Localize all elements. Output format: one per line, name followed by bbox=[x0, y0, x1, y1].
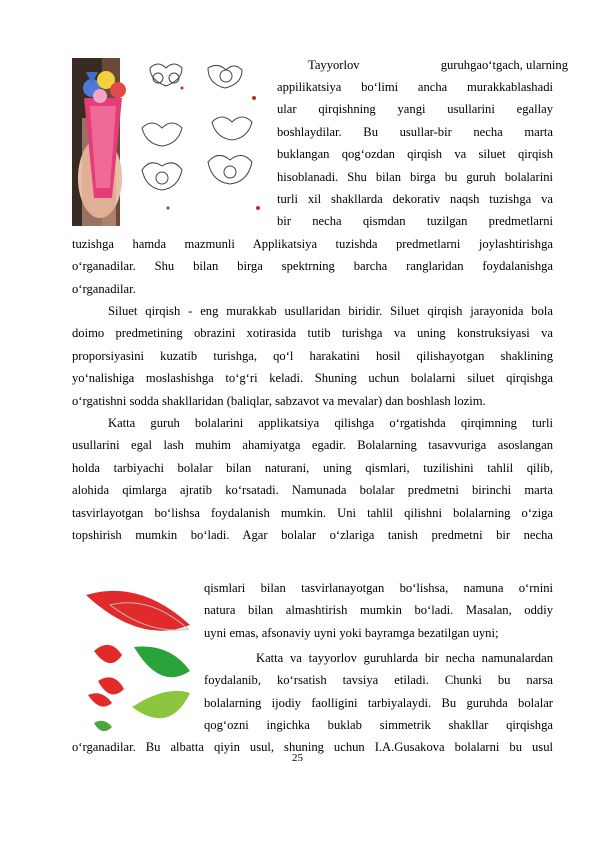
paragraph-1-first-line bbox=[308, 54, 568, 76]
text-line: buklangan qog‘ozdan qirqish va siluet qirqish bbox=[277, 147, 553, 162]
text-line: appilikatsiya bo‘limi ancha murakkablashadi bbox=[277, 80, 553, 94]
text-line: o‘rgatishni sodda shakllaridan (baliqlar, sabzavot va mevalar) dan boshlash lozim. bbox=[72, 393, 486, 408]
text-line: hisoblanadi. Shu bilan birga bu guruh bolalarini bbox=[277, 169, 553, 184]
text-line: tuzishga hamda mazmunli Applikatsiya tuzishda predmetlarni joylashtirishga bbox=[72, 237, 553, 251]
text-line: natura bilan almashtirish mumkin bo‘ladi. Masalan, oddiy bbox=[204, 603, 553, 618]
text-line: o‘rganadilar. Bu albatta qiyin usul, shuning uchun I.A.Gusakova bolalarni bu usul bbox=[72, 740, 553, 754]
paper-leaves-image bbox=[80, 585, 192, 745]
text-line: holda tarbiyachi bolalar bilan naturani, uning qismlari, tuzilishini tahlil qilib, bbox=[72, 460, 553, 475]
text-line: o‘rganadilar. bbox=[72, 281, 136, 296]
text-line: turli xil shakllarda dekorativ naqsh tuzishga va bbox=[277, 192, 553, 207]
paragraph-4-wrap bbox=[204, 647, 553, 737]
paragraph-3 bbox=[72, 412, 553, 546]
text-line: uyni emas, afsonaviy uyni yoki bayramga bezatilgan uyni; bbox=[204, 625, 499, 640]
text-line: alohida qimlarga ajratib ko‘rsatadi. Namunada bolalar predmetni birinchi marta bbox=[72, 483, 553, 498]
text-segment: o‘tgach, ularning bbox=[481, 58, 568, 72]
text-line: ular qirqishning yangi usullarini egallay bbox=[277, 102, 553, 117]
text-line: o‘rganadilar. Shu bilan birga spektrning barcha ranglaridan foydalanishga bbox=[72, 259, 553, 274]
paragraph-1-wrap bbox=[277, 76, 553, 233]
paragraph-1-full bbox=[72, 233, 553, 300]
leaves-illustration bbox=[80, 585, 192, 745]
text-line: qog‘ozni ingichka buklab simmetrik shakllar qirqishga bbox=[204, 718, 553, 733]
text-line: Katta guruh bolalarini applikatsiya qilishga o‘rgatishda qirqimning turli bbox=[108, 416, 553, 430]
paragraph-2 bbox=[72, 300, 553, 412]
text-line: usullarini egal lash muhim ahamiyatga egadir. Bolalarning tasavvuriga asoslangan bbox=[72, 438, 553, 453]
text-segment: Tayyorlov guruhga bbox=[308, 58, 482, 72]
paragraph-3-wrap bbox=[204, 577, 553, 644]
text-line: Siluet qirqish - eng murakkab usullaridan biridir. Siluet qirqish jarayonida bola bbox=[108, 304, 553, 318]
text-line: foydalanib, ko‘rsatish tavsiya etiladi. Chunki bu narsa bbox=[204, 673, 553, 688]
text-line: boshlaydilar. Bu usullar-bir necha marta bbox=[277, 124, 553, 139]
text-line: doimo predmetining obrazini xotirasida tutib turishga va uning konstruksiyasi va bbox=[72, 326, 553, 341]
page-number: 25 bbox=[292, 752, 303, 764]
flowers-illustration bbox=[72, 58, 264, 226]
text-line: bolalarning ijodiy faolligini tarbiyalaydi. Bu guruhda bolalar bbox=[204, 695, 553, 710]
text-line: proporsiyasini kuzatib turishga, qo‘l harakatini hosil qilishayotgan shaklining bbox=[72, 348, 553, 363]
text-line: tasvirlayotgan bo‘lishsa foydalanish mumkin. Uni tahlil qilishni bolalarning o‘ziga bbox=[72, 505, 553, 520]
text-line: yo‘nalishiga moslashishga to‘g‘ri keladi. Shuning uchun bolalarni siluet qirqishga bbox=[72, 371, 553, 386]
text-line: Katta va tayyorlov guruhlarda bir necha namunalardan bbox=[256, 651, 553, 665]
text-line: bir necha qismdan tuzilgan predmetlarni bbox=[277, 214, 553, 229]
paper-flowers-image bbox=[72, 58, 264, 226]
text-line: qismlari bilan tasvirlanayotgan bo‘lishsa, namuna o‘rnini bbox=[204, 581, 553, 595]
text-line: topshirish mumkin bo‘ladi. Agar bolalar o‘zlariga tanish predmetni bir necha bbox=[72, 528, 553, 543]
